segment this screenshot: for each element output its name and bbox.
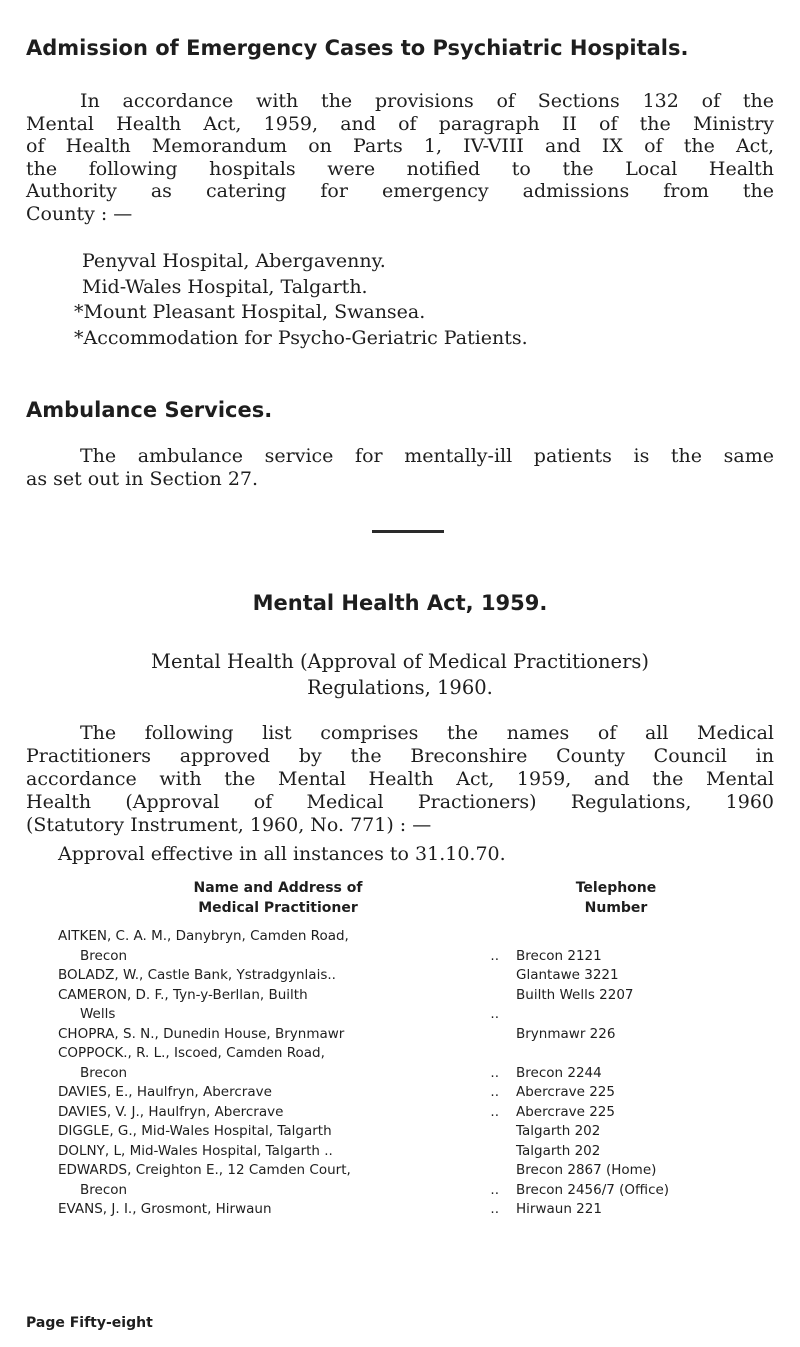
para-line: (Statutory Instrument, 1960, No. 771) : — <box>26 814 432 836</box>
table-row <box>58 1104 748 1124</box>
para-line: as set out in Section 27. <box>26 467 259 490</box>
practitioner-name: EVANS, J. I., Grosmont, Hirwaun <box>58 1201 272 1217</box>
admission-paragraph <box>26 90 774 225</box>
para-line: Mental Health Act, 1959, and of paragraph II of the Ministry <box>26 112 774 135</box>
name-column-header: Name and Address of Medical Practitioner <box>193 880 363 916</box>
practitioner-name: Wells <box>80 1006 116 1022</box>
table-row <box>58 1201 748 1221</box>
table-row <box>58 1143 748 1163</box>
table-row <box>58 1123 748 1143</box>
telephone-number: Brecon 2456/7 (Office) <box>516 1181 670 1198</box>
approval-effective-line: Approval effective in all instances to 31.10.70. <box>58 843 506 865</box>
leader-dots: .. <box>490 1064 499 1081</box>
page-footer: Page Fifty-eight <box>26 1315 153 1331</box>
practitioner-name: Brecon <box>80 1181 128 1198</box>
practitioner-name: CHOPRA, S. N., Dunedin House, Brynmawr <box>58 1025 345 1042</box>
leader-dots: .. <box>490 1201 499 1217</box>
telephone-column-header: Telephone Number <box>575 880 657 916</box>
regulations-title: Mental Health (Approval of Medical Practitioners) <box>150 650 650 673</box>
leader-dots: .. <box>490 947 499 964</box>
telephone-number: Builth Wells 2207 <box>516 986 634 1003</box>
para-line: the following hospitals were notified to the Local Health <box>26 157 774 180</box>
table-row <box>58 987 748 1007</box>
telephone-number: Glantawe 3221 <box>516 967 619 983</box>
para-line: accordance with the Mental Health Act, 1959, and the Mental <box>26 768 774 790</box>
telephone-number: Abercrave 225 <box>516 1103 615 1120</box>
telephone-number: Talgarth 202 <box>516 1123 601 1139</box>
telephone-number: Brynmawr 226 <box>516 1025 616 1042</box>
table-row <box>58 948 748 968</box>
footnote: *Accommodation for Psycho-Geriatric Patients. <box>74 327 528 349</box>
practitioner-name: COPPOCK., R. L., Iscoed, Camden Road, <box>58 1045 325 1061</box>
practitioner-name: DAVIES, E., Haulfryn, Abercrave <box>58 1084 272 1100</box>
telephone-number: Brecon 2867 (Home) <box>516 1162 657 1178</box>
telephone-number: Brecon 2244 <box>516 1064 602 1081</box>
ambulance-paragraph <box>26 445 774 490</box>
practitioner-name: CAMERON, D. F., Tyn-y-Berllan, Builth <box>58 986 308 1003</box>
para-line: Health (Approval of Medical Practioners) Regulations, 1960 <box>26 791 774 813</box>
telephone-number: Brecon 2121 <box>516 947 602 964</box>
practitioner-name: Brecon <box>80 947 128 964</box>
hospital-item: Mid-Wales Hospital, Talgarth. <box>82 276 368 298</box>
hospital-item: *Mount Pleasant Hospital, Swansea. <box>74 301 426 323</box>
heading-mental-health-act: Mental Health Act, 1959. <box>252 591 548 615</box>
table-row <box>58 1006 748 1026</box>
practitioner-name: EDWARDS, Creighton E., 12 Camden Court, <box>58 1162 351 1178</box>
telephone-number: Hirwaun 221 <box>516 1201 602 1217</box>
leader-dots: .. <box>490 1103 499 1120</box>
practitioner-name: Brecon <box>80 1064 128 1081</box>
heading-ambulance: Ambulance Services. <box>26 398 273 422</box>
table-row <box>58 1026 748 1046</box>
hospital-item: Penyval Hospital, Abergavenny. <box>82 250 386 272</box>
para-line: In accordance with the provisions of Sections 132 of the <box>80 90 774 112</box>
para-line: Practitioners approved by the Breconshire County Council in <box>26 745 774 767</box>
table-row <box>58 1045 748 1065</box>
para-line: The following list comprises the names of all Medical <box>80 722 774 744</box>
leader-dots: .. <box>490 1181 499 1198</box>
practitioner-name: DAVIES, V. J., Haulfryn, Abercrave <box>58 1103 284 1120</box>
leader-dots: .. <box>490 1006 499 1022</box>
divider-rule <box>372 530 444 533</box>
table-row <box>58 1084 748 1104</box>
practitioner-name: DIGGLE, G., Mid-Wales Hospital, Talgarth <box>58 1123 332 1139</box>
table-row <box>58 1162 748 1182</box>
practitioner-name: BOLADZ, W., Castle Bank, Ystradgynlais.. <box>58 967 336 983</box>
table-row <box>58 1065 748 1085</box>
table-row <box>58 967 748 987</box>
para-line: Authority as catering for emergency admissions from the <box>26 180 774 202</box>
para-line: County : — <box>26 202 133 225</box>
para-line: of Health Memorandum on Parts 1, IV-VIII and IX of the Act, <box>26 135 774 157</box>
practitioner-name: AITKEN, C. A. M., Danybryn, Camden Road, <box>58 928 349 944</box>
heading-admission: Admission of Emergency Cases to Psychiatric Hospitals. <box>26 36 689 60</box>
telephone-number: Talgarth 202 <box>516 1142 601 1159</box>
table-row <box>58 1182 748 1202</box>
approval-paragraph <box>26 722 774 837</box>
table-row <box>58 928 748 948</box>
regulations-title: Regulations, 1960. <box>307 676 493 699</box>
para-line: The ambulance service for mentally-ill patients is the same <box>80 445 774 467</box>
telephone-number: Abercrave 225 <box>516 1084 615 1100</box>
practitioner-name: DOLNY, L, Mid-Wales Hospital, Talgarth .. <box>58 1142 333 1159</box>
leader-dots: .. <box>490 1084 499 1100</box>
